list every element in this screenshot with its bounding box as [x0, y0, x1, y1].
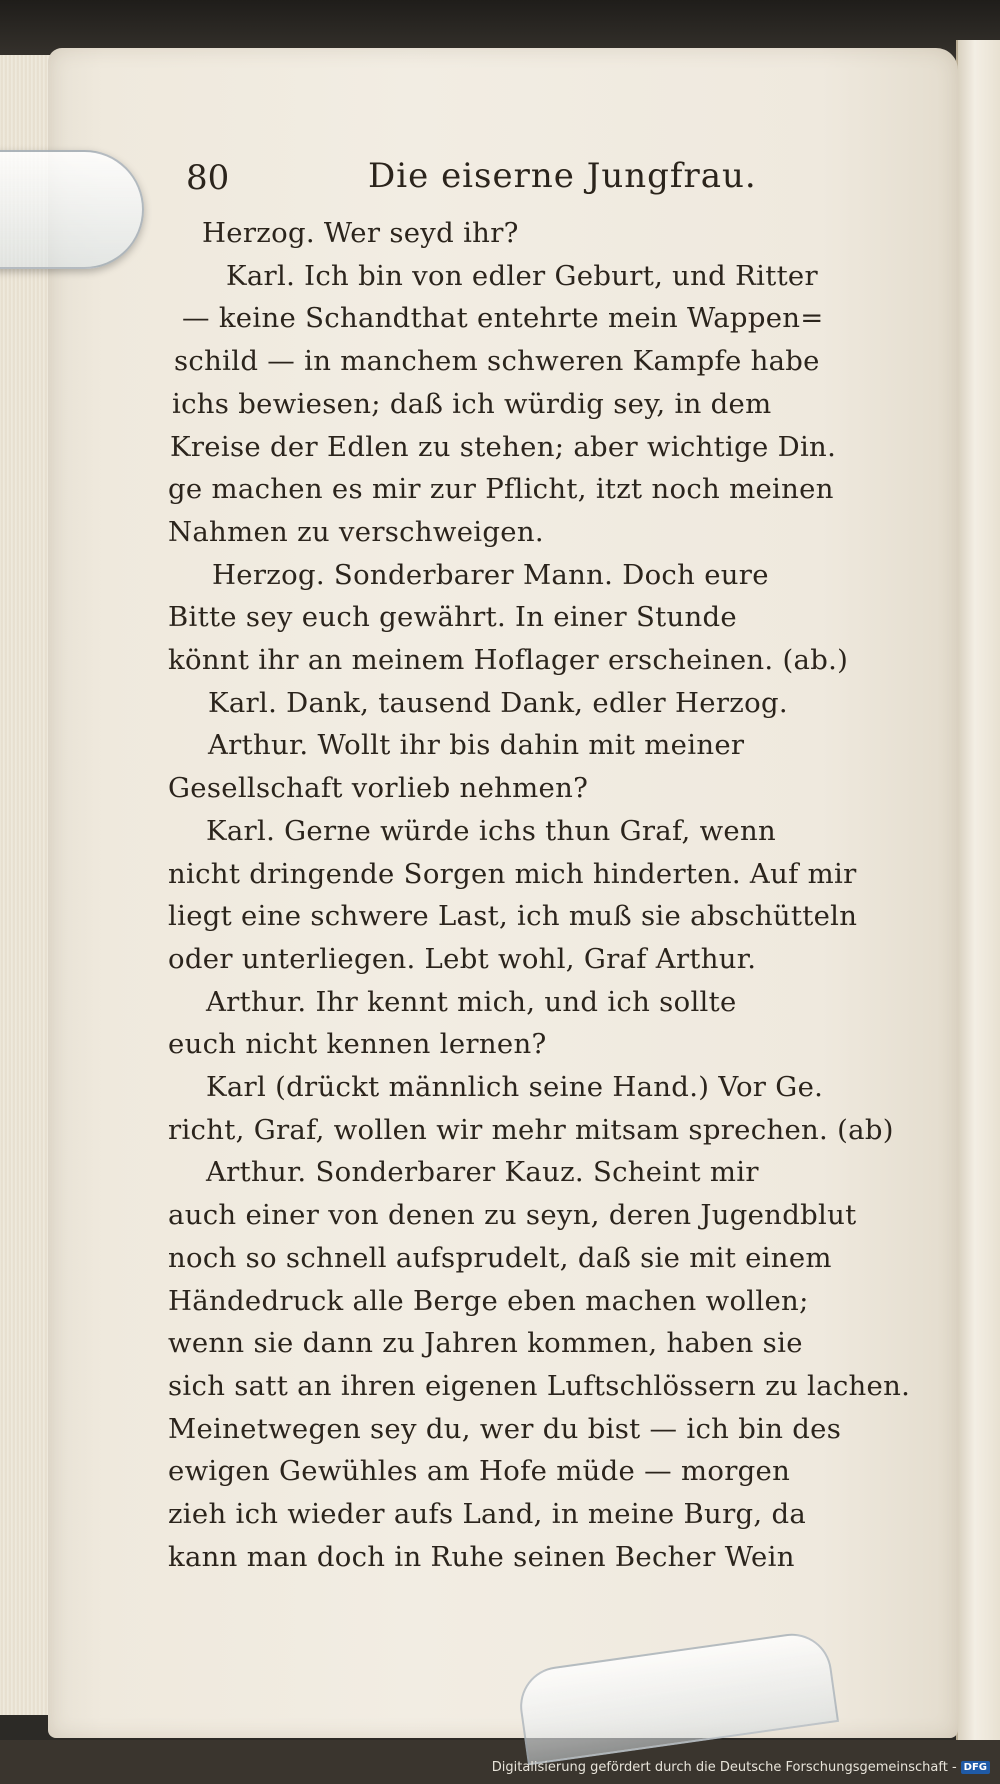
text-line: Bitte sey euch gewährt. In einer Stunde — [168, 601, 737, 634]
page-number: 80 — [186, 158, 230, 198]
digitization-credit — [492, 1760, 990, 1775]
text-line: auch einer von denen zu seyn, deren Jugendblut — [168, 1199, 857, 1232]
text-line: nicht dringende Sorgen mich hinderten. Auf mir — [168, 857, 857, 890]
text-line: Arthur. Wollt ihr bis dahin mit meiner — [208, 729, 745, 762]
text-line: Kreise der Edlen zu stehen; aber wichtige Din. — [170, 430, 837, 463]
text-line: Arthur. Ihr kennt mich, und ich sollte — [206, 985, 737, 1018]
text-line: wenn sie dann zu Jahren kommen, haben sie — [168, 1327, 803, 1360]
text-line: richt, Graf, wollen wir mehr mitsam sprechen. (ab) — [168, 1113, 894, 1146]
text-line: Meinetwegen sey du, wer du bist — ich bin des — [168, 1412, 842, 1445]
text-line: Arthur. Sonderbarer Kauz. Scheint mir — [206, 1156, 759, 1189]
text-line: könnt ihr an meinem Hoflager erscheinen. (ab.) — [168, 644, 849, 677]
text-line: Karl. Dank, tausend Dank, edler Herzog. — [208, 686, 788, 719]
text-line: kann man doch in Ruhe seinen Becher Wein — [168, 1540, 795, 1573]
text-line: Gesellschaft vorlieb nehmen? — [168, 772, 589, 805]
text-line: — keine Schandthat entehrte mein Wappen= — [182, 302, 824, 335]
text-line: ichs bewiesen; daß ich würdig sey, in dem — [172, 387, 772, 420]
text-line: noch so schnell aufsprudelt, daß sie mit einem — [168, 1241, 832, 1274]
running-title: Die eiserne Jungfrau. — [368, 156, 757, 196]
text-line: Herzog. Wer seyd ihr? — [202, 217, 519, 249]
page-text — [168, 150, 911, 1579]
text-line: ge machen es mir zur Pflicht, itzt noch meinen — [168, 473, 834, 506]
text-lines — [168, 212, 911, 1579]
text-line: ewigen Gewühles am Hofe müde — morgen — [168, 1455, 791, 1488]
credit-text: Digitalisierung gefördert durch die Deutsche Forschungsgemeinschaft - — [491, 1760, 957, 1775]
text-line: Karl (drückt männlich seine Hand.) Vor Ge. — [206, 1071, 824, 1104]
text-line: sich satt an ihren eigenen Luftschlössern zu lachen. — [168, 1369, 911, 1402]
dfg-logo-icon: DFG — [961, 1761, 990, 1774]
text-line: euch nicht kennen lernen? — [168, 1028, 547, 1061]
text-line: schild — in manchem schweren Kampfe habe — [174, 345, 820, 378]
text-line: Nahmen zu verschweigen. — [168, 515, 544, 548]
text-line: Karl. Ich bin von edler Geburt, und Ritter — [226, 259, 818, 292]
text-line: oder unterliegen. Lebt wohl, Graf Arthur. — [168, 942, 757, 975]
book-page-edges-left — [0, 55, 54, 1715]
text-line: Karl. Gerne würde ichs thun Graf, wenn — [206, 814, 777, 847]
text-line: Herzog. Sonderbarer Mann. Doch eure — [212, 558, 769, 591]
text-line: Händedruck alle Berge eben machen wollen; — [168, 1284, 809, 1317]
text-line: zieh ich wieder aufs Land, in meine Burg, da — [168, 1498, 807, 1531]
page-clip-top-left — [0, 150, 144, 269]
text-line: liegt eine schwere Last, ich muß sie abschütteln — [168, 900, 858, 933]
page-header — [168, 150, 888, 206]
book-page-edges-right — [956, 40, 1000, 1740]
